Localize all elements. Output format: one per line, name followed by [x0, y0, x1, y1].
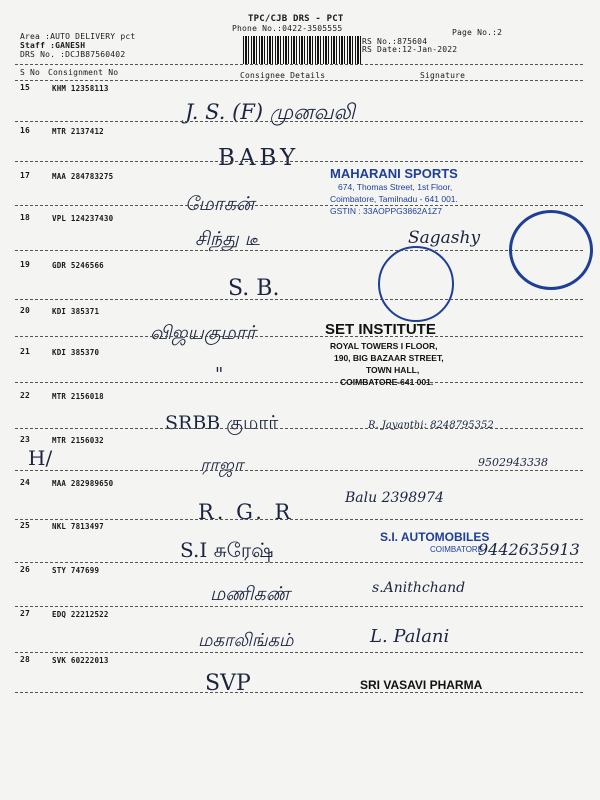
- stamp-address: TOWN HALL,: [366, 365, 420, 375]
- consignment-no: MTR 2156018: [52, 392, 104, 401]
- consignment-no: MAA 282989650: [52, 479, 114, 488]
- consignment-no: EDQ 22212522: [52, 610, 109, 619]
- handwritten-name: ": [215, 364, 224, 385]
- handwritten-name: மகாலிங்கம்: [198, 630, 294, 651]
- round-seal-icon: [378, 246, 454, 322]
- row-number: 18: [20, 213, 31, 222]
- row-number: 21: [20, 347, 31, 356]
- col-consignment: Consignment No: [48, 68, 119, 77]
- handwritten-name: சிந்து டீ: [195, 228, 260, 250]
- stamp-gstin: GSTIN : 33AOPPG3862A1Z7: [330, 206, 442, 216]
- stamp-address: 674, Thomas Street, 1st Floor,: [338, 182, 453, 192]
- signature: 9502943338: [478, 456, 548, 469]
- stamp-address: COIMBATORE-641 001.: [340, 377, 434, 387]
- divider: [15, 80, 583, 81]
- consignment-no: SVK 60222013: [52, 656, 109, 665]
- rs-date: RS Date:12-Jan-2022: [362, 45, 458, 54]
- signature: s.Anithchand: [372, 580, 466, 596]
- handwritten-name: BABY: [218, 145, 300, 171]
- consignment-no: KHM 12358113: [52, 84, 109, 93]
- divider: [15, 64, 583, 65]
- row-number: 19: [20, 260, 31, 269]
- signature: L. Palani: [370, 626, 450, 647]
- signature: Sagashy: [408, 228, 481, 248]
- handwritten-name: ராஜா: [200, 455, 244, 476]
- handwritten-name: S.I சுரேஷ்: [180, 538, 274, 562]
- handwritten-name: மோகன்: [185, 193, 255, 215]
- consignment-no: KDI 385370: [52, 348, 100, 357]
- consignment-no: MTR 2156032: [52, 436, 104, 445]
- stamp-name: MAHARANI SPORTS: [330, 166, 458, 181]
- consignment-no: MAA 284783275: [52, 172, 114, 181]
- handwritten-name: SVP: [205, 671, 251, 696]
- round-seal-icon: [509, 210, 593, 290]
- col-sno: S No: [20, 68, 41, 77]
- phone-number: Phone No.:0422-3505555: [232, 24, 343, 33]
- consignment-no: GDR 5246566: [52, 261, 104, 270]
- consignment-no: NKL 7813497: [52, 522, 104, 531]
- signature: R. Jayanthi: 8248795352: [368, 420, 494, 431]
- row-number: 22: [20, 391, 31, 400]
- handwritten-name: விஜயகுமார்: [150, 322, 256, 344]
- document-title: TPC/CJB DRS - PCT: [248, 14, 344, 24]
- stamp-name: SET INSTITUTE: [325, 321, 436, 338]
- rs-number: RS No.:875604: [362, 37, 428, 46]
- signature: Balu 2398974: [345, 490, 444, 506]
- handwritten-mark: H/: [28, 446, 53, 470]
- area-label: Area :AUTO DELIVERY pct: [20, 32, 136, 41]
- row-number: 25: [20, 521, 31, 530]
- sri-vasavi-pharma-stamp: SRI VASAVI PHARMA: [360, 678, 483, 692]
- page-number: Page No.:2: [452, 28, 503, 37]
- row-number: 26: [20, 565, 31, 574]
- row-number: 27: [20, 609, 31, 618]
- stamp-name: S.I. AUTOMOBILES: [380, 530, 490, 544]
- row-number: 24: [20, 478, 31, 487]
- row-number: 20: [20, 306, 31, 315]
- signature: 9442635913: [478, 540, 580, 559]
- row-number: 23: [20, 435, 31, 444]
- consignment-no: MTR 2137412: [52, 127, 104, 136]
- row-number: 17: [20, 171, 31, 180]
- stamp-address: Coimbatore, Tamilnadu - 641 001.: [330, 194, 458, 204]
- handwritten-name: J. S. (F) முனவலி: [185, 100, 355, 124]
- consignment-no: KDI 385371: [52, 307, 100, 316]
- handwritten-name: R. G. R: [198, 500, 294, 524]
- stamp-address: COIMBATORE: [430, 545, 484, 554]
- drs-number: DRS No. :DCJB87560402: [20, 50, 126, 59]
- handwritten-name: மணிகண்: [210, 583, 290, 605]
- handwritten-name: SRBB குமார்: [165, 412, 279, 434]
- barcode-icon: [243, 36, 361, 64]
- staff-label: Staff :GANESH: [20, 41, 86, 50]
- row-number: 16: [20, 126, 31, 135]
- stamp-address: 190, BIG BAZAAR STREET,: [334, 353, 444, 363]
- consignment-no: STY 747699: [52, 566, 100, 575]
- col-signature: Signature: [420, 71, 466, 80]
- consignment-no: VPL 124237430: [52, 214, 114, 223]
- col-consignee: Consignee Details: [240, 71, 326, 80]
- handwritten-name: S. B.: [228, 276, 280, 301]
- stamp-address: ROYAL TOWERS I FLOOR,: [330, 341, 438, 351]
- row-number: 15: [20, 83, 31, 92]
- row-number: 28: [20, 655, 31, 664]
